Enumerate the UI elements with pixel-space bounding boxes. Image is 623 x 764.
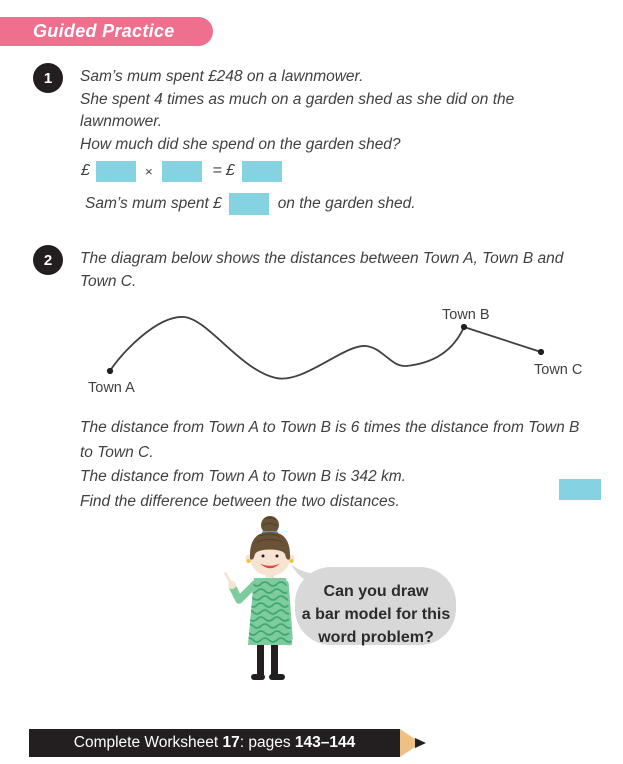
question-2-intro <box>80 248 563 293</box>
sentence-suffix: on the garden shed. <box>277 195 416 212</box>
question-2-line: The diagram below shows the distances between Town A, Town B and <box>80 250 564 267</box>
question-2-body <box>80 416 579 514</box>
pound-sign: £ <box>225 162 235 179</box>
answer-box-factor-1[interactable] <box>96 161 136 182</box>
sentence-prefix: Sam’s mum spent £ <box>85 195 222 212</box>
question-1-answer-sentence <box>85 191 416 217</box>
question-2-number <box>33 245 63 275</box>
multiply-sign: × <box>144 163 153 179</box>
town-b-dot <box>461 324 467 330</box>
speech-bubble-text <box>300 580 452 649</box>
answer-box-sentence[interactable] <box>229 193 269 215</box>
page-title: Guided Practice <box>33 21 175 41</box>
worksheet-footer-banner <box>29 729 400 757</box>
towns-distance-diagram <box>80 300 590 396</box>
question-2-line: Town C. <box>80 272 137 290</box>
guided-practice-banner <box>0 17 213 46</box>
question-1-number <box>33 63 63 93</box>
town-c-label: Town C <box>534 362 583 378</box>
question-1-equation <box>81 158 282 184</box>
equals-sign: = <box>212 162 222 179</box>
eye <box>262 555 265 558</box>
bubble-line: Can you draw <box>323 583 429 600</box>
answer-box-question-2[interactable] <box>559 479 601 500</box>
question-2-line: The distance from Town A to Town B is 6 times the distance from Town B <box>80 419 580 436</box>
eye <box>276 555 279 558</box>
town-c-dot <box>538 349 544 355</box>
footer-text: Complete Worksheet 17: pages 143–144 <box>73 734 356 751</box>
earring-left <box>246 559 250 563</box>
question-2-number-label: 2 <box>43 251 53 269</box>
bubble-line: word problem? <box>318 629 434 646</box>
question-1-line: How much did she spend on the garden shed? <box>80 135 401 153</box>
question-2-line: The distance from Town A to Town B is 342 km. <box>80 468 406 486</box>
question-1-line: lawnmower. <box>80 113 163 131</box>
town-a-dot <box>107 368 113 374</box>
bubble-line: a bar model for this <box>301 606 451 623</box>
answer-box-factor-2[interactable] <box>162 161 202 182</box>
town-b-label: Town B <box>442 307 490 323</box>
answer-box-product[interactable] <box>242 161 282 182</box>
question-1-line: She spent 4 times as much on a garden shed as she did on the <box>80 90 515 108</box>
shoe <box>269 674 285 680</box>
pound-sign: £ <box>81 162 90 179</box>
question-1-text <box>80 66 514 156</box>
left-arm <box>233 584 255 600</box>
question-1-line: Sam’s mum spent £248 on a lawnmower. <box>80 68 364 85</box>
leg <box>271 645 278 676</box>
town-a-label: Town A <box>88 380 135 396</box>
leg <box>257 645 264 676</box>
question-2-line: to Town C. <box>80 443 154 461</box>
route-curve <box>110 317 541 379</box>
question-1-number-label: 1 <box>43 69 53 87</box>
pencil-tip-icon <box>400 729 428 757</box>
shoe <box>251 674 265 680</box>
question-2-line: Find the difference between the two distances. <box>80 492 400 510</box>
